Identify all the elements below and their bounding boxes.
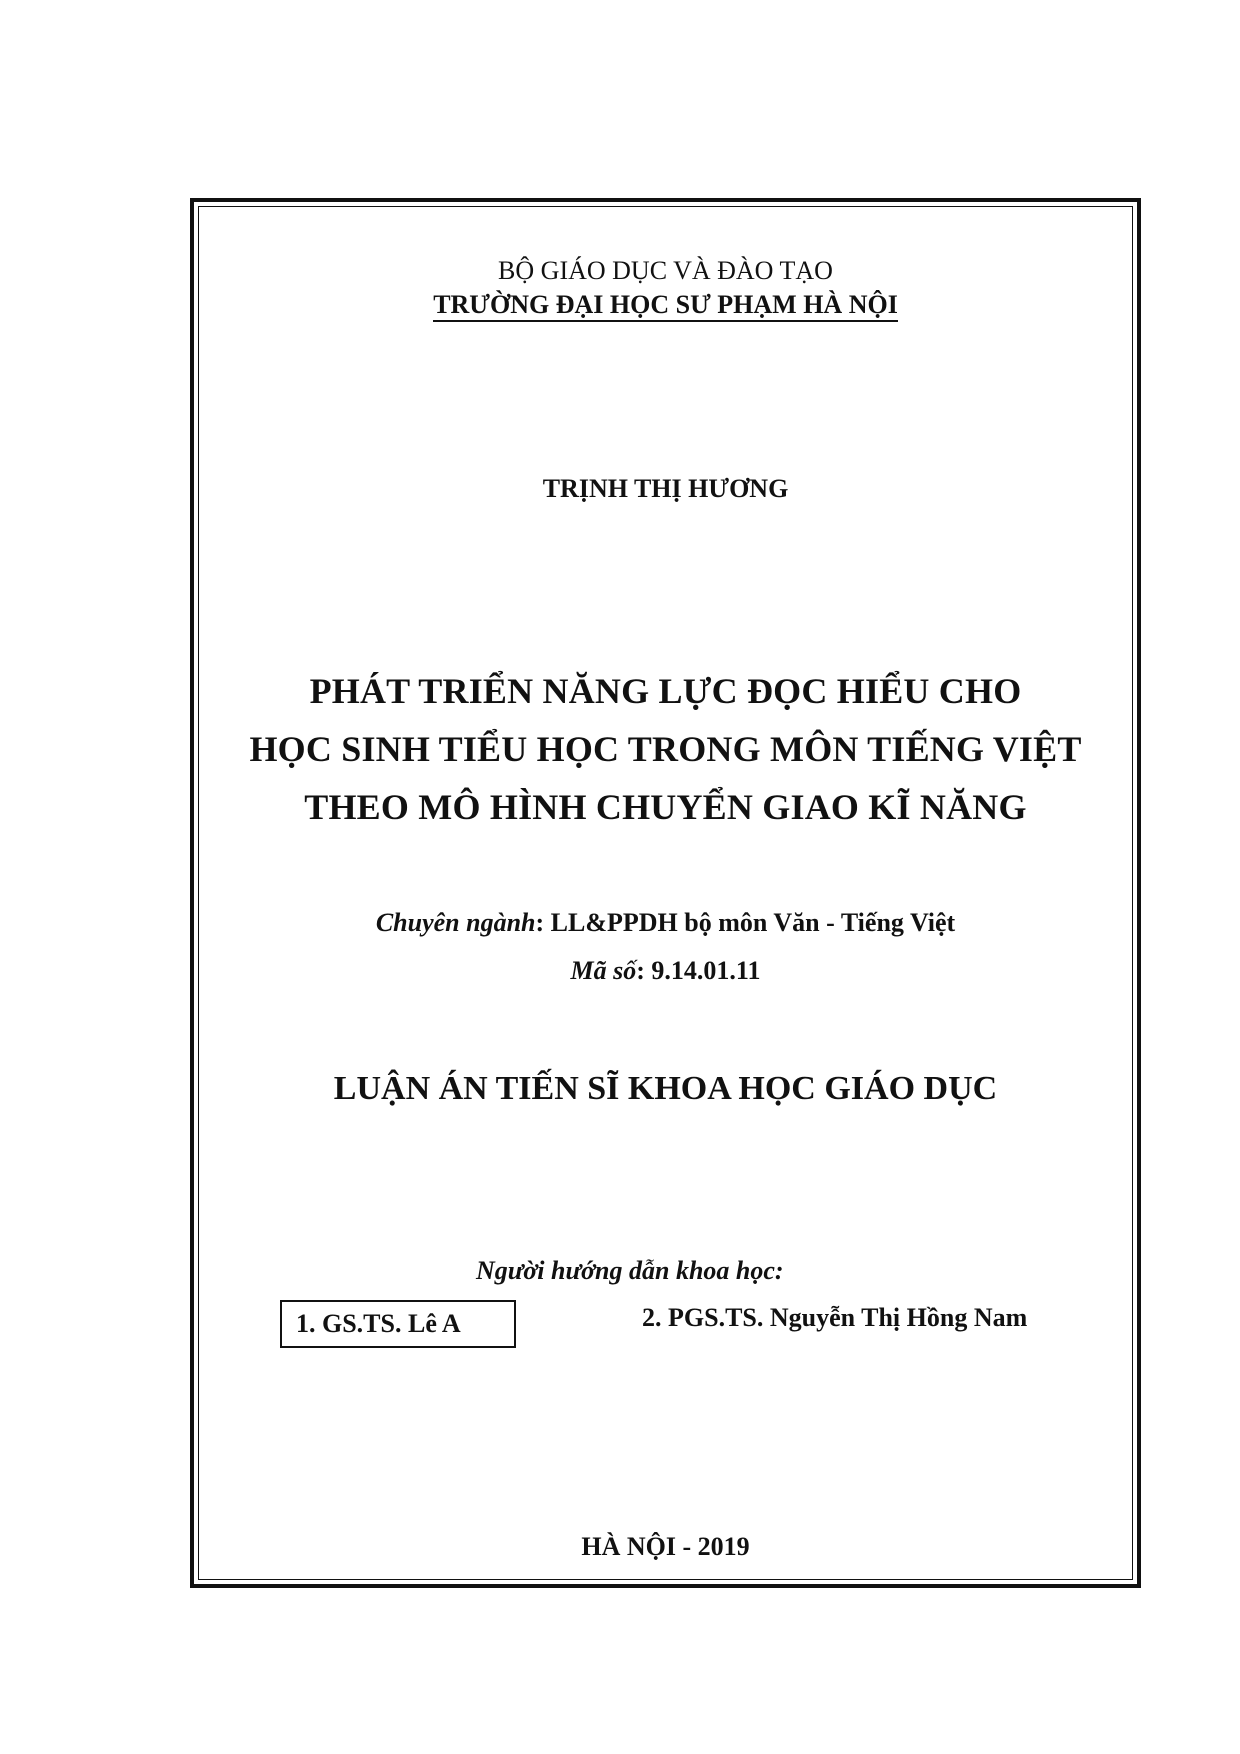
advisor-label: Người hướng dẫn khoa học:: [476, 1256, 784, 1285]
page-border-inner: [198, 206, 1133, 1580]
author-name: TRỊNH THỊ HƯƠNG: [542, 474, 789, 503]
code-label: Mã số: [570, 956, 637, 985]
code-value: : 9.14.01.11: [636, 956, 761, 985]
thesis-title-line-2: HỌC SINH TIỂU HỌC TRONG MÔN TIẾNG VIỆT: [249, 729, 1082, 769]
specialization-code: [198, 956, 1133, 986]
advisor-1: 1. GS.TS. Lê A: [280, 1300, 516, 1348]
specialization-label: Chuyên ngành: [375, 908, 536, 937]
thesis-title-line-3: THEO MÔ HÌNH CHUYỂN GIAO KĨ NĂNG: [304, 787, 1027, 827]
degree-title: LUẬN ÁN TIẾN SĨ KHOA HỌC GIÁO DỤC: [333, 1070, 998, 1107]
advisor-2: 2. PGS.TS. Nguyễn Thị Hồng Nam: [642, 1303, 1028, 1332]
specialization: [198, 908, 1133, 938]
place-year: HÀ NỘI - 2019: [581, 1532, 750, 1561]
specialization-value: : LL&PPDH bộ môn Văn - Tiếng Việt: [535, 908, 956, 937]
university-name-text: TRƯỜNG ĐẠI HỌC SƯ PHẠM HÀ NỘI: [433, 290, 898, 322]
thesis-title-line-1: PHÁT TRIỂN NĂNG LỰC ĐỌC HIỂU CHO: [309, 671, 1022, 711]
ministry-name: BỘ GIÁO DỤC VÀ ĐÀO TẠO: [498, 256, 833, 285]
university-name: [198, 290, 1133, 320]
